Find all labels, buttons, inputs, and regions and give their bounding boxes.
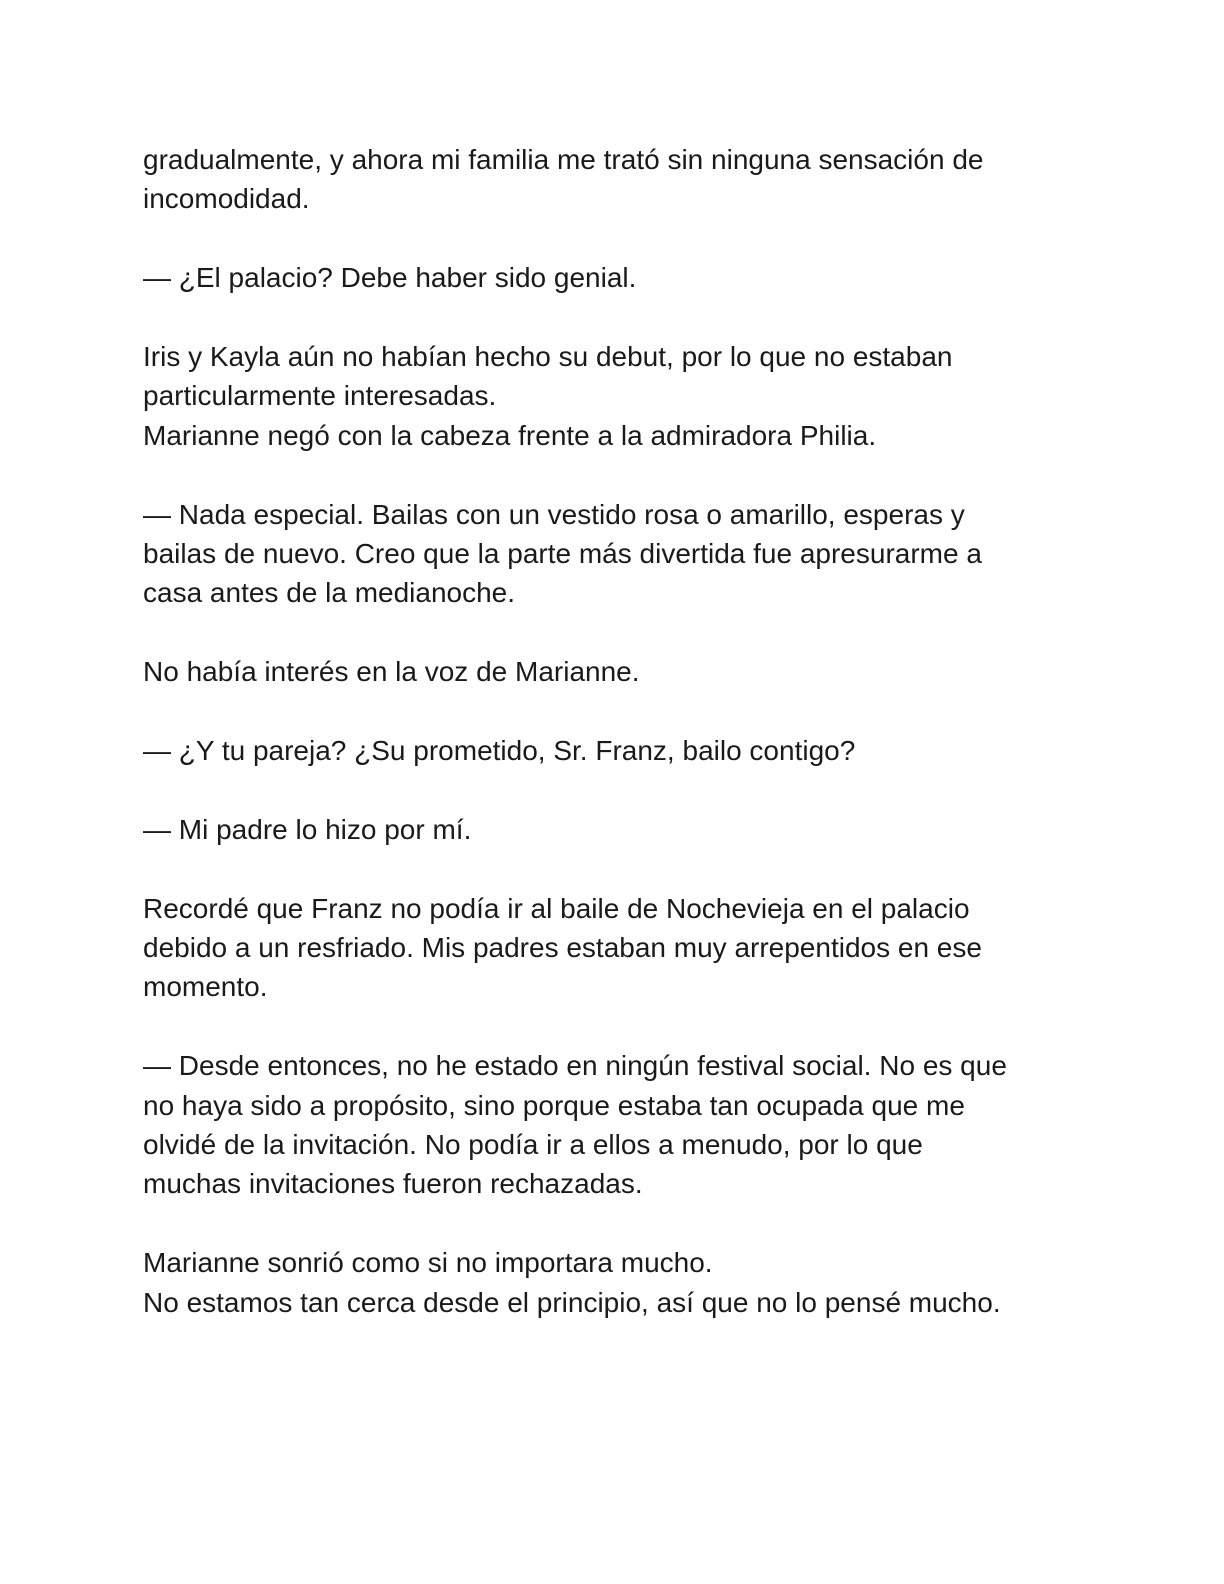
text-line: gradualmente, y ahora mi familia me trató sin ninguna sensación de: [143, 144, 984, 175]
text-line: No había interés en la voz de Marianne.: [143, 656, 640, 688]
text-line: Recordé que Franz no podía ir al baile de Nochevieja en el palacio: [143, 892, 970, 924]
text-line: — Mi padre lo hizo por mí.: [143, 813, 472, 845]
text-line: momento.: [143, 971, 268, 1003]
dialogue-paragraph: [143, 1046, 1083, 1204]
text-line: — ¿El palacio? Debe haber sido genial.: [143, 262, 637, 294]
paragraph: [143, 889, 1083, 1007]
dialogue-paragraph: [143, 258, 1083, 297]
text-line: debido a un resfriado. Mis padres estaban muy arrepentidos en ese: [143, 932, 982, 964]
paragraph: [143, 652, 1083, 691]
text-line: Iris y Kayla aún no habían hecho su debut, por lo que no estaban: [143, 341, 953, 372]
text-line: No estamos tan cerca desde el principio, así que no lo pensé mucho.: [143, 1286, 1001, 1318]
text-line: olvidé de la invitación. No podía ir a ellos a menudo, por lo que: [143, 1129, 923, 1161]
text-line: — Desde entonces, no he estado en ningún festival social. No es que: [143, 1050, 1007, 1082]
text-line: incomodidad.: [143, 183, 310, 215]
text-line: bailas de nuevo. Creo que la parte más divertida fue apresurarme a: [143, 538, 982, 570]
paragraph: [143, 337, 1083, 455]
text-line: — Nada especial. Bailas con un vestido rosa o amarillo, esperas y: [143, 498, 965, 530]
paragraph: [143, 1243, 1083, 1322]
text-line: Marianne negó con la cabeza frente a la admiradora Philia.: [143, 419, 877, 451]
text-line: particularmente interesadas.: [143, 380, 497, 412]
text-line: no haya sido a propósito, sino porque estaba tan ocupada que me: [143, 1089, 965, 1121]
text-line: Marianne sonrió como si no importara mucho.: [143, 1247, 713, 1279]
text-line: casa antes de la medianoche.: [143, 577, 516, 609]
document-body: [143, 140, 1083, 1361]
dialogue-paragraph: [143, 810, 1083, 849]
text-line: — ¿Y tu pareja? ¿Su prometido, Sr. Franz, bailo contigo?: [143, 735, 856, 767]
paragraph: [143, 140, 1083, 219]
text-line: muchas invitaciones fueron rechazadas.: [143, 1168, 643, 1200]
dialogue-paragraph: [143, 495, 1083, 613]
dialogue-paragraph: [143, 731, 1083, 770]
